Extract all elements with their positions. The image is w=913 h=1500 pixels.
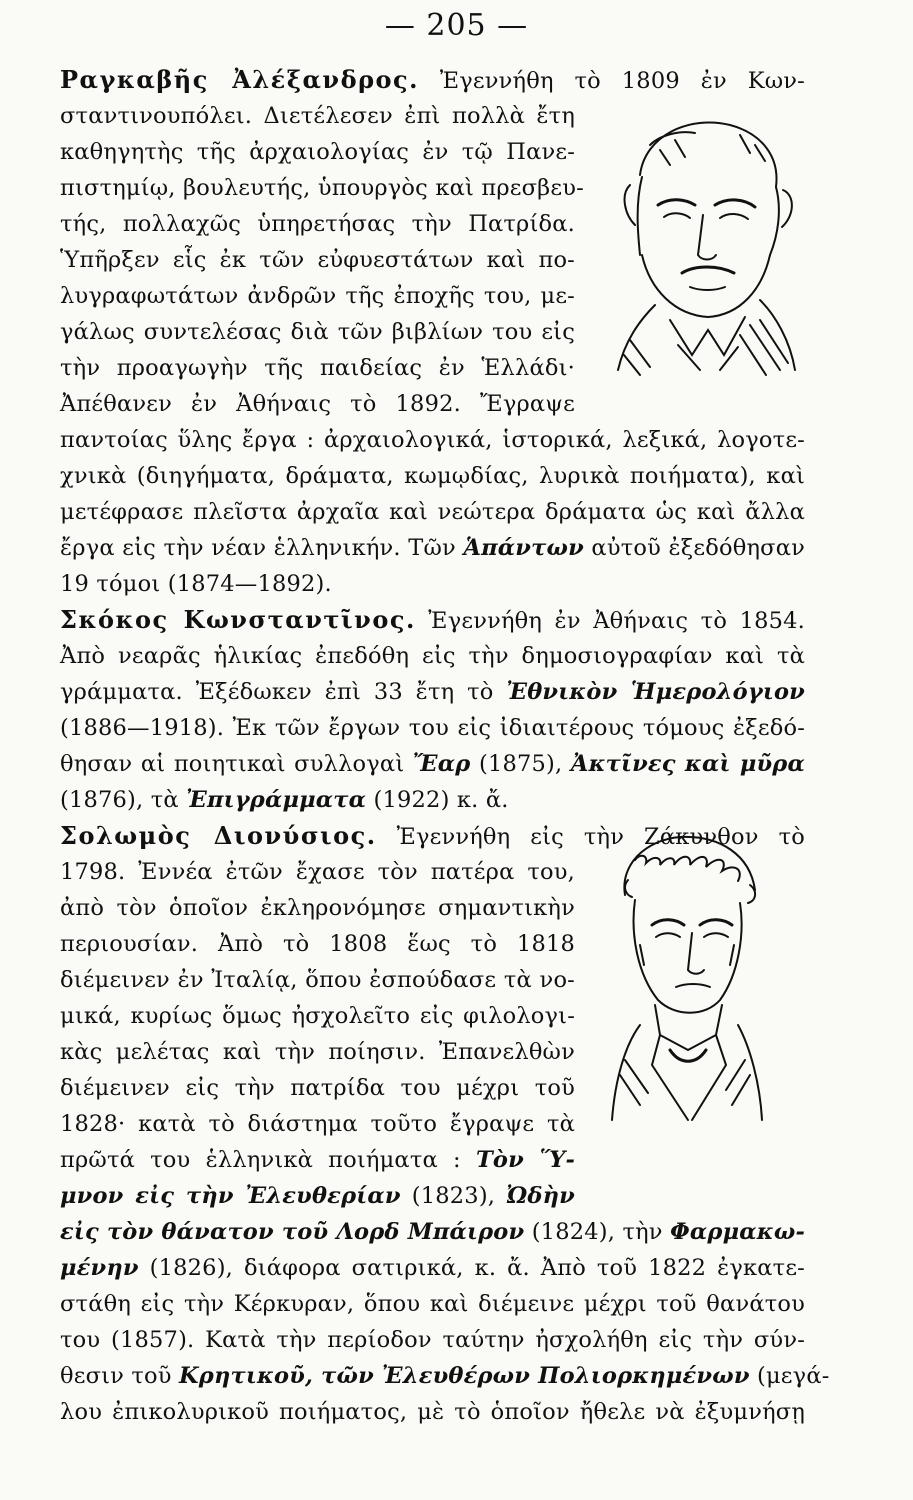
text-line: Ἀπέθανεν ἐν Ἀθήναις τὸ 1892. Ἔγραψε (60, 391, 575, 417)
work-title: Φαρμακω- (670, 1219, 805, 1245)
text-line: Ὑπῆρξεν εἷς ἐκ τῶν εὐφυεστάτων καὶ πο- (60, 247, 575, 273)
text-line: μικά, κυρίως ὅμως ἠσχολεῖτο εἰς φιλολογι- (60, 1003, 575, 1029)
text-line: λου ἐπικολυρικοῦ ποιήματος, μὲ τὸ ὁποῖον ἤθελε νὰ ἐξυμνήσῃ (60, 1399, 805, 1425)
text-line: του (1857). Κατὰ τὴν περίοδον ταύτην ἠσχολήθη εἰς τὴν σύν- (60, 1327, 805, 1353)
entry-rangavis-line-1: Ραγκαβῆς Ἀλέξανδρος. Ἐγεννήθη τὸ 1809 ἐν Κων- (60, 65, 805, 94)
text-line: 1798. Ἐννέα ἐτῶν ἔχασε τὸν πατέρα του, (60, 859, 575, 885)
work-title: Ἐθνικὸν Ἡμερολόγιον (506, 679, 805, 705)
portrait-rangavis-illustration (600, 105, 805, 380)
entry-heading: Ραγκαβῆς Ἀλέξανδρος. (60, 65, 420, 94)
text-line: θεσιν τοῦ Κρητικοῦ, τῶν Ἐλευθέρων Πολιορκημένων (μεγά- (60, 1363, 830, 1389)
text-line: 1828· κατὰ τὸ διάστημα τοῦτο ἔγραψε τὰ (60, 1111, 575, 1137)
text-line: διέμεινεν εἰς τὴν πατρίδα του μέχρι τοῦ (60, 1075, 575, 1101)
text-line: γάλως συντελέσας διὰ τῶν βιβλίων του εἰς (60, 319, 575, 345)
text-line: ἔργα εἰς τὴν νέαν ἑλληνικήν. Τῶν Ἁπάντων αὐτοῦ ἐξεδόθησαν (60, 535, 805, 561)
entry-heading: Σκόκος Κωνσταντῖνος. (60, 605, 416, 634)
text-line: Ἀπὸ νεαρᾶς ἡλικίας ἐπεδόθη εἰς τὴν δημοσιογραφίαν καὶ τὰ (60, 643, 805, 669)
work-title: Κρητικοῦ, τῶν Ἐλευθέρων Πολιορκημένων (179, 1363, 750, 1389)
text-line: σταντινουπόλει. Διετέλεσεν ἐπὶ πολλὰ ἔτη (60, 103, 575, 129)
work-title: Ἔαρ (412, 751, 471, 777)
portrait-solomos-illustration (600, 825, 775, 1125)
entry-heading: Σολωμὸς Διονύσιος. (60, 821, 377, 850)
text-line: περιουσίαν. Ἀπὸ τὸ 1808 ἕως τὸ 1818 (60, 931, 575, 957)
text-line: τής, πολλαχῶς ὑπηρετήσας τὴν Πατρίδα. (60, 211, 575, 237)
text-line: θησαν αἱ ποιητικαὶ συλλογαὶ Ἔαρ (1875), Ἀκτῖνες καὶ μῦρα (60, 751, 805, 777)
text-line: στάθη εἰς τὴν Κέρκυραν, ὅπου καὶ διέμεινε μέχρι τοῦ θανάτου (60, 1291, 805, 1317)
work-title: Ἁπάντων (463, 535, 584, 561)
work-title: Τὸν Ὕ- (475, 1147, 575, 1173)
text-line: γράμματα. Ἐξέδωκεν ἐπὶ 33 ἔτη τὸ Ἐθνικὸν Ἡμερολόγιον (60, 679, 805, 705)
text-line: μετέφρασε πλεῖστα ἀρχαῖα καὶ νεώτερα δράματα ὡς καὶ ἄλλα (60, 499, 805, 525)
text-line: καθηγητὴς τῆς ἀρχαιολογίας ἐν τῷ Πανε- (60, 139, 575, 165)
text-line: εἰς τὸν θάνατον τοῦ Λορδ Μπάιρον (1824), τὴν Φαρμακω- (60, 1219, 805, 1245)
work-title: Ὠδὴν (506, 1183, 575, 1209)
work-title: μένην (60, 1255, 139, 1281)
text-line: χνικὰ (διηγήματα, δράματα, κωμῳδίας, λυρικὰ ποιήματα), καὶ (60, 463, 805, 489)
entry-solomos-line-1: Σολωμὸς Διονύσιος. Ἐγεννήθη εἰς τὴν Ζάκυνθον τὸ (60, 821, 805, 850)
text-line: 19 τόμοι (1874—1892). (60, 571, 332, 597)
page-number: — 205 — (384, 8, 529, 43)
work-title: Ἐπιγράμματα (186, 787, 367, 813)
text-line: λυγραφωτάτων ἀνδρῶν τῆς ἐποχῆς του, με- (60, 283, 575, 309)
text-line: κὰς μελέτας καὶ τὴν ποίησιν. Ἐπανελθὼν (60, 1039, 575, 1065)
entry-skokos-line-1: Σκόκος Κωνσταντῖνος. Ἐγεννήθη ἐν Ἀθήναις τὸ 1854. (60, 605, 805, 634)
text-line: πρῶτά του ἑλληνικὰ ποιήματα : Τὸν Ὕ- (60, 1147, 575, 1173)
text-line: (1876), τὰ Ἐπιγράμματα (1922) κ. ἄ. (60, 787, 509, 813)
text-line: (1886—1918). Ἐκ τῶν ἔργων του εἰς ἰδιαιτέρους τόμους ἐξεδό- (60, 715, 805, 741)
text-line: μνον εἰς τὴν Ἐλευθερίαν (1823), Ὠδὴν (60, 1183, 575, 1209)
text-line: τὴν προαγωγὴν τῆς παιδείας ἐν Ἑλλάδι· (60, 355, 575, 381)
text-line: διέμεινεν ἐν Ἰταλίᾳ, ὅπου ἐσπούδασε τὰ νο- (60, 967, 575, 993)
text-line: παντοίας ὕλης ἔργα : ἀρχαιολογικά, ἱστορικά, λεξικά, λογοτε- (60, 427, 805, 453)
work-title: εἰς τὸν θάνατον τοῦ Λορδ Μπάιρον (60, 1219, 525, 1245)
work-title: μνον εἰς τὴν Ἐλευθερίαν (60, 1183, 401, 1209)
work-title: Ἀκτῖνες καὶ μῦρα (570, 751, 805, 777)
text-line: πιστημίῳ, βουλευτής, ὑπουργὸς καὶ πρεσβευ- (60, 175, 584, 201)
text-line: μένην (1826), διάφορα σατιρικά, κ. ἄ. Ἀπὸ τοῦ 1822 ἐγκατε- (60, 1255, 805, 1281)
text-line: ἀπὸ τὸν ὁποῖον ἐκληρονόμησε σημαντικὴν (60, 895, 575, 921)
